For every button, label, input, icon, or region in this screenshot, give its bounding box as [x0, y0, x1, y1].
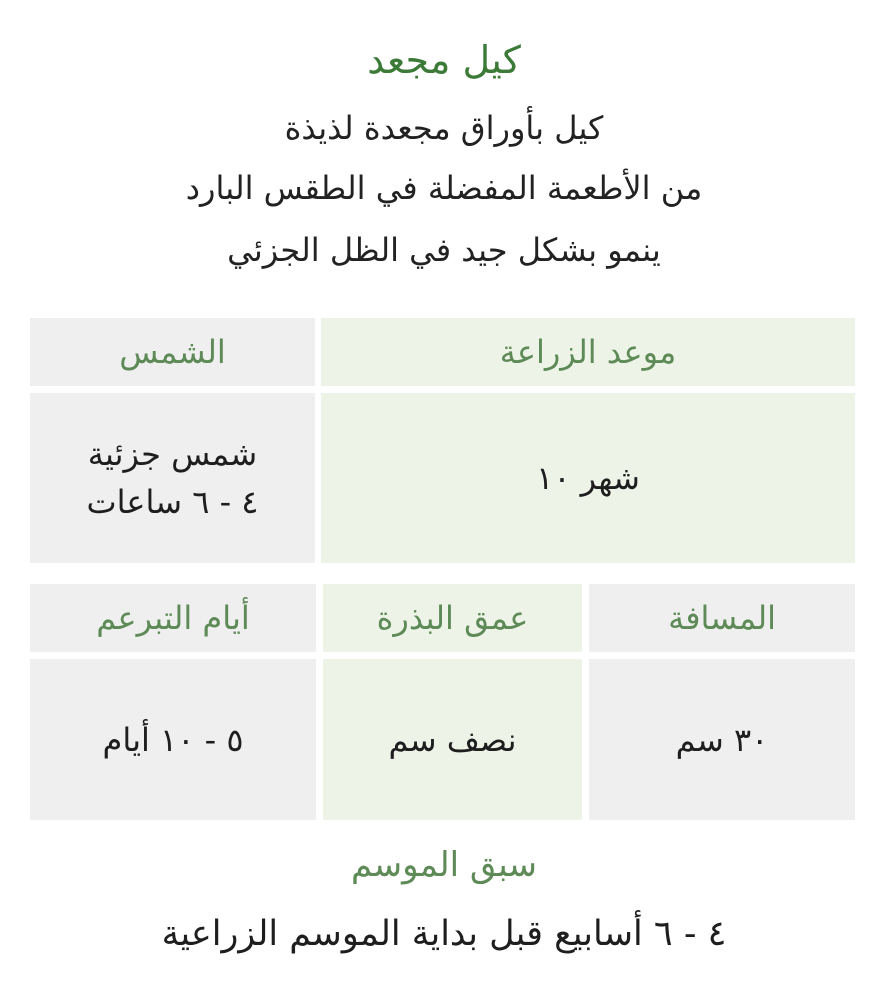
- planting-time-value: شهر ١٠: [536, 459, 640, 497]
- sun-value-line-2: ٤ - ٦ ساعات: [86, 483, 259, 521]
- season-value: ٤ - ٦ أسابيع قبل بداية الموسم الزراعية: [161, 914, 727, 954]
- germination-value: ٥ - ١٠ أيام: [102, 720, 244, 759]
- seed-depth-label: عمق البذرة: [376, 599, 529, 637]
- page-title: كيل مجعد: [367, 38, 521, 82]
- description-line-2: من الأطعمة المفضلة في الطقس البارد: [185, 169, 703, 207]
- germination-label: أيام التبرعم: [96, 599, 250, 637]
- spacing-header-cell: [589, 584, 855, 652]
- season-label: سبق الموسم: [350, 845, 538, 885]
- description-line-1: كيل بأوراق مجعدة لذيذة: [284, 109, 604, 147]
- spacing-label: المسافة: [668, 599, 776, 637]
- spacing-value: ٣٠ سم: [675, 720, 769, 759]
- planting-time-value-cell: [321, 393, 855, 563]
- sun-value-cell: [30, 393, 315, 563]
- planting-time-header-cell: [321, 318, 855, 386]
- description-line-3: ينمو بشكل جيد في الظل الجزئي: [227, 231, 661, 269]
- seed-depth-value-cell: [323, 659, 582, 820]
- sun-label: الشمس: [119, 333, 226, 371]
- seed-depth-header-cell: [323, 584, 582, 652]
- sun-header-cell: [30, 318, 315, 386]
- sun-value-line-1: شمس جزئية: [87, 435, 258, 473]
- germination-header-cell: [30, 584, 316, 652]
- spacing-value-cell: [589, 659, 855, 820]
- seed-depth-value: نصف سم: [388, 720, 517, 759]
- germination-value-cell: [30, 659, 316, 820]
- planting-time-label: موعد الزراعة: [499, 333, 677, 371]
